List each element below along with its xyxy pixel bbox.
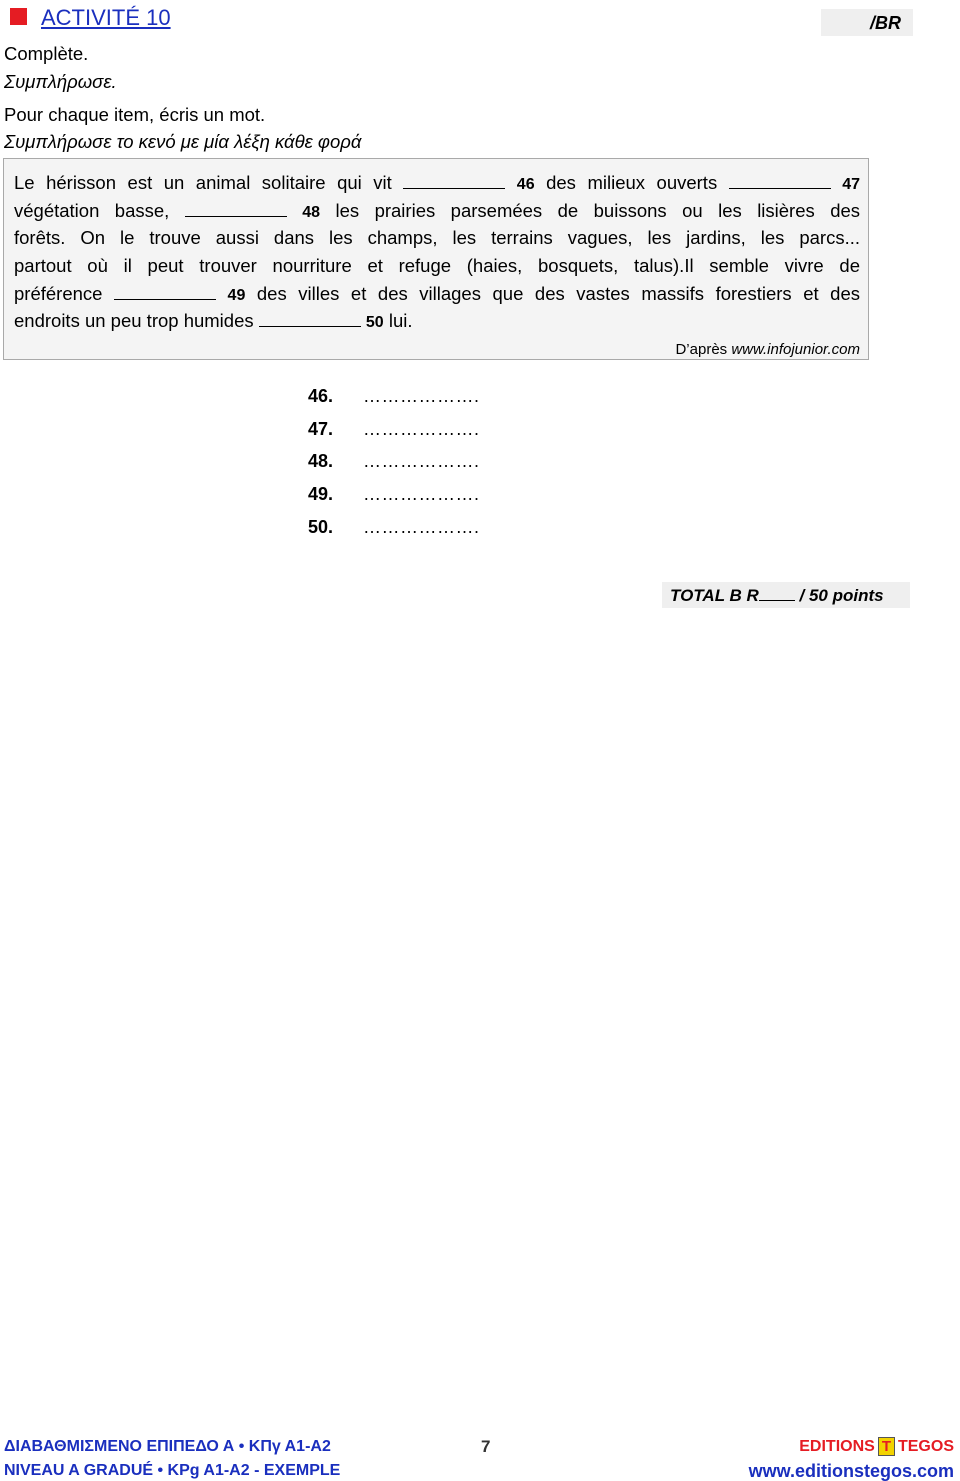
instruction-fr-2: Pour chaque item, écris un mot. [4, 104, 266, 125]
tegos-logo-icon: T [878, 1437, 895, 1456]
source-prefix: D’après [675, 341, 728, 358]
gap-number-46: 46 [516, 176, 535, 193]
source-site: www.infojunior.com [731, 341, 860, 358]
passage-text: Le hérisson est un animal solitaire qui vit [14, 172, 392, 193]
total-label [670, 585, 884, 607]
gap-48 [185, 201, 287, 217]
score-label: /BR [870, 13, 901, 33]
passage-text: des villes et des villages que des vastes massifs forestiers et des [256, 283, 860, 304]
passage-text: lui. [388, 310, 413, 331]
total-box [662, 582, 910, 608]
instruction-fr-1: Complète. [4, 43, 89, 64]
answer-list [308, 384, 480, 547]
gap-number-49: 49 [227, 287, 246, 304]
passage-line-4: partout où il peut trouver nourriture et refuge (haies, bosquets, talus).Il semble vivre de [14, 255, 860, 276]
gap-number-48: 48 [302, 204, 321, 221]
passage-text: des milieux ouverts [546, 172, 718, 193]
answer-row-47[interactable] [308, 417, 480, 450]
answer-row-50[interactable] [308, 515, 480, 548]
passage-line-6 [14, 309, 860, 335]
answer-field[interactable]: ………………. [363, 418, 480, 439]
brand-editions: EDITIONS [799, 1438, 875, 1455]
gap-49 [114, 284, 216, 300]
passage-line-1 [14, 171, 860, 197]
passage-text: végétation basse, [14, 200, 170, 221]
total-prefix: TOTAL B R [670, 586, 759, 605]
answer-row-48[interactable] [308, 449, 480, 482]
answer-number: 47. [308, 418, 334, 439]
answer-number: 46. [308, 386, 334, 406]
passage-line-2 [14, 199, 860, 225]
footer-level-fr: NIVEAU A GRADUÉ • KPg A1-A2 - EXEMPLE [4, 1462, 341, 1479]
score-box [821, 9, 913, 36]
passage-line-5 [14, 282, 860, 308]
answer-number: 49. [308, 484, 334, 505]
answer-field[interactable]: ………………. [363, 451, 480, 472]
gap-number-50: 50 [365, 314, 384, 331]
gap-46 [403, 173, 505, 189]
publisher-brand [799, 1437, 954, 1457]
footer-level-el: ΔΙΑΒΑΘΜΙΣΜΕΝΟ ΕΠΙΠΕΔΟ Α • ΚΠγ Α1-Α2 [4, 1438, 331, 1455]
answer-number: 50. [308, 516, 334, 537]
publisher-website[interactable]: www.editionstegos.com [748, 1461, 954, 1481]
instruction-el-2: Συμπλήρωσε το κενό με μία λέξη κάθε φορά [4, 131, 362, 152]
answer-field[interactable]: ………………. [363, 484, 480, 505]
gap-number-47: 47 [842, 176, 861, 193]
instruction-el-1: Συμπλήρωσε. [4, 71, 117, 92]
activity-title: ACTIVITÉ 10 [41, 5, 171, 30]
red-square-icon [10, 8, 27, 25]
passage-box [3, 158, 869, 360]
gap-50 [259, 311, 361, 327]
total-score-blank[interactable] [759, 586, 795, 601]
answer-field[interactable]: ………………. [363, 516, 480, 537]
source-citation [675, 340, 860, 360]
answer-field[interactable]: ………………. [363, 386, 480, 406]
brand-tegos: TEGOS [897, 1438, 954, 1455]
page-number: 7 [481, 1437, 491, 1456]
passage-line-3: forêts. On le trouve aussi dans les champs, les terrains vagues, les jardins, les parcs... [14, 227, 860, 248]
answer-number: 48. [308, 451, 334, 472]
answer-row-46[interactable] [308, 384, 480, 417]
passage-text: les prairies parsemées de buissons ou les lisières des [335, 200, 861, 221]
passage-text: endroits un peu trop humides [14, 310, 254, 331]
answer-row-49[interactable] [308, 482, 480, 515]
total-suffix: / 50 points [799, 586, 884, 605]
passage-text: préférence [14, 283, 103, 304]
gap-47 [729, 173, 831, 189]
